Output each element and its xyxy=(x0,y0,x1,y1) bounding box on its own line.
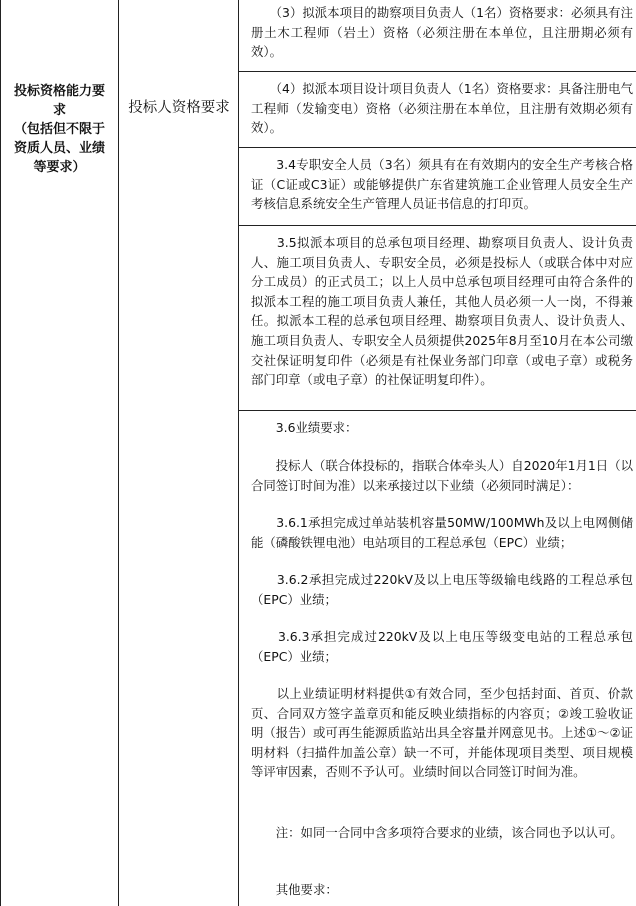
row-divider xyxy=(239,147,636,148)
subcategory-cell xyxy=(120,0,238,906)
paragraph-staffing-rules: 3.5拟派本项目的总承包项目经理、勘察项目负责人、设计负责人、施工项目负责人、专职安全员，必须是投标人（或联合体中对应分工成员）的正式员工；以上人员中总承包项目经理可由符合条件的拟派本工程的施工项目负责人兼任，其他人员必须一人一岗，不得兼任。拟派本工程的总承包项目经理、勘察项目负责人、设计负责人、施工项目负责人、专职安全人员须提供2025年8月至10月在本公司缴交社保证明复印件（必须是有社保业务部门印章（或电子章）或税务部门印章（或电子章）的社保证明复印件）。 xyxy=(251,235,633,388)
paragraph-design-leader: （4）拟派本项目设计项目负责人（1名）资格要求：具备注册电气工程师（发输变电）资格（必须注册在本单位，且注册有效期必须有效）。 xyxy=(251,81,633,136)
category-line: 等要求） xyxy=(33,160,86,175)
paragraph-performance-scope: 投标人（联合体投标的，指联合体牵头人）自2020年1月1日（以合同签订时间为准）以来承接过以下业绩（必须同时满足）： xyxy=(251,458,633,493)
category-cell xyxy=(1,0,118,906)
subcategory-label: 投标人资格要求 xyxy=(128,100,230,116)
paragraph-note: 注：如同一合同中含多项符合要求的业绩，该合同也予以认可。 xyxy=(251,825,623,840)
content-cell xyxy=(239,0,636,906)
row-divider xyxy=(239,71,636,72)
paragraph-performance-substation: 3.6.3承担完成过220kV及以上电压等级变电站的工程总承包（EPC）业绩； xyxy=(251,629,633,664)
paragraph-performance-line: 3.6.2承担完成过220kV及以上电压等级输电线路的工程总承包（EPC）业绩； xyxy=(251,572,633,607)
paragraph-performance-heading: 3.6业绩要求： xyxy=(251,420,358,435)
category-line: （包括但不限于 xyxy=(13,122,105,137)
paragraph-safety-staff: 3.4专职安全人员（3名）须具有在有效期内的安全生产考核合格证（C证或C3证）或能够提供广东省建筑施工企业管理人员安全生产考核信息系统安全生产管理人员证书信息的打印页。 xyxy=(251,157,633,212)
paragraph-survey-leader: （3）拟派本项目的勘察项目负责人（1名）资格要求：必须具有注册土木工程师（岩土）资格（必须注册在本单位，且注册期必须有效）。 xyxy=(251,5,633,60)
category-label xyxy=(3,82,116,177)
category-line: 求 xyxy=(52,103,66,118)
row-divider xyxy=(239,410,636,411)
category-line: 投标资格能力要 xyxy=(13,84,105,99)
paragraph-evidence-materials: 以上业绩证明材料提供①有效合同，至少包括封面、首页、价款页、合同双方签字盖章页和能反映业绩指标的内容页；②竣工验收证明（报告）或可再生能源质监站出具全容量并网意见书。上述①～②证明材料（扫描件加盖公章）缺一不可，并能体现项目类型、项目规模等评审因素，否则不予认可。业绩时间以合同签订时间为准。 xyxy=(251,686,633,780)
paragraph-other-requirements: 其他要求： xyxy=(251,882,338,897)
category-line: 资质人员、业绩 xyxy=(13,141,105,156)
paragraph-performance-storage: 3.6.1承担完成过单站装机容量50MW/100MWh及以上电网侧储能（磷酸铁锂电池）电站项目的工程总承包（EPC）业绩； xyxy=(251,515,633,550)
row-divider xyxy=(239,225,636,226)
column-divider-1 xyxy=(118,0,119,906)
